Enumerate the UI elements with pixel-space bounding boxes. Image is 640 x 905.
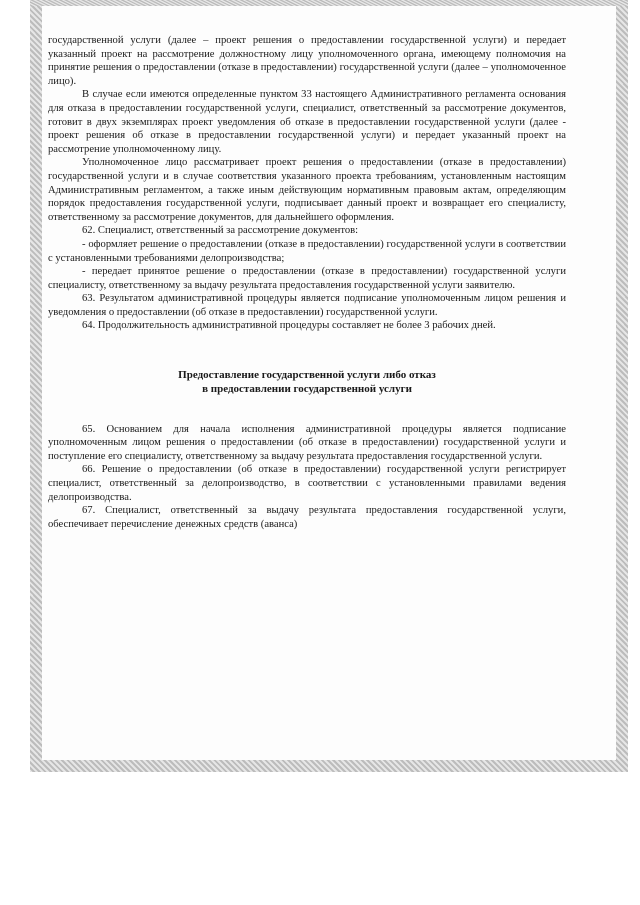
paragraph-62a: - оформляет решение о предоставлении (отказе в предоставлении) государственной услуги в соответствии с установленными требованиями делопроизводства; [48,238,566,264]
paragraphs-bottom [48,423,566,532]
paragraph-63: 63. Результатом административной процедуры является подписание уполномоченным лицом решения и уведомления о предоставлении (об отказе в предоставлении) государственной услуги. [48,293,566,318]
paragraph-64: 64. Продолжительность административной процедуры составляет не более 3 рабочих дней. [82,320,496,332]
section-heading-line-2: в предоставлении государственной услуги [202,382,412,395]
document-page [48,34,566,531]
paragraph-case: В случае если имеются определенные пунктом 33 настоящего Административного регламента основания для отказа в предоставлении государственной услуги, специалист, ответственный за рассмотрение документов, готовит в двух экземплярах проект уведомления об отказе в предоставлении государственной услуги (далее - проект решения об отказе в предоставлении государственной услуги) и передает указанный проект на рассмотрение уполномоченному лицу. [48,89,566,155]
section-heading [48,369,566,397]
paragraph-cont: государственной услуги (далее – проект решения о предоставлении государственной услуги) и передает указанный проект на рассмотрение должностному лицу уполномоченного органа, имеющему полномочия на принятие решения о предоставлении (отказе в предоставлении) государственной услуги (далее – уполномоченное лицо). [48,35,566,87]
section-heading-line-1: Предоставление государственной услуги либо отказ [178,369,436,382]
paragraph-66: 66. Решение о предоставлении (об отказе в предоставлении) государственной услуги регистрирует специалист, ответственный за делопроизводство, в соответствии с установленными правилами ведения делопроизводства. [48,464,566,503]
paragraphs-top [48,34,566,333]
paragraph-67: 67. Специалист, ответственный за выдачу результата предоставления государственной услуги, обеспечивает перечисление денежных средств (аванса) [48,505,566,530]
paragraph-62b: - передает принятое решение о предоставлении (отказе в предоставлении) государственной услуги специалисту, ответственному за выдачу результата предоставления государственной услуги заявителю. [48,266,566,291]
paragraph-auth: Уполномоченное лицо рассматривает проект решения о предоставлении (отказе в предоставлении) государственной услуги и в случае соответствия указанного проекта требованиям, установленным настоящим Административным регламентом, а также иным действующим нормативным правовым актам, определяющим порядок предоставления государственной услуги, подписывает данный проект и возвращает его специалисту, ответственному за рассмотрение документов, для дальнейшего оформления. [48,157,566,223]
paragraph-62: 62. Специалист, ответственный за рассмотрение документов: [82,225,359,237]
paragraph-65: 65. Основанием для начала исполнения административной процедуры является подписание уполномоченным лицом решения о предоставлении (об отказе в предоставлении) государственной услуги и поступление его специалисту, ответственному за выдачу результата предоставления государственной услуги. [48,423,566,462]
